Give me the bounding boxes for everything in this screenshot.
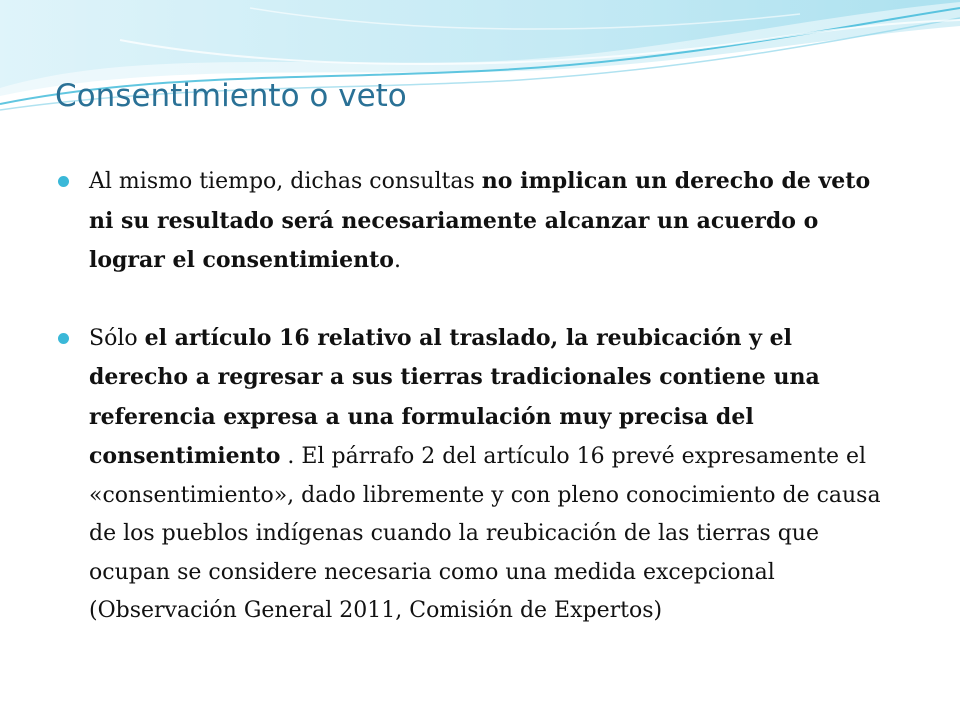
bullet-item [58,162,888,281]
bullet-dot-icon [58,176,69,187]
bullet-dot-icon [58,333,69,344]
bullet-list [58,162,888,631]
bullet-text-segment: Sólo [89,325,145,351]
bullet-text-bold-segment: el artículo 16 relativo al traslado, la reubicación y el derecho a regresar a sus tierras tradicionales contiene una referencia expresa a una formulación muy precisa del consentimiento [89,324,820,469]
bullet-text-segment: . [393,248,401,273]
bullet-item [58,319,888,631]
slide-title: Consentimiento o veto [55,78,407,114]
bullet-text-segment: . El párrafo 2 del artículo 16 prevé expresamente el «consentimiento», dado libremente y con pleno conocimiento de causa de los pueblos indígenas cuando la reubicación de las tierras que ocupan se considere necesaria como una medida excepcional (Observación General 2011, Comisión de Expertos) [89,444,881,623]
bullet-text-bold-segment: no implican un derecho de veto ni su resultado será necesariamente alcanzar un acuerdo o lograr el consentimiento [89,168,871,273]
bullet-text-segment: Al mismo tiempo, dichas consultas [89,169,482,194]
